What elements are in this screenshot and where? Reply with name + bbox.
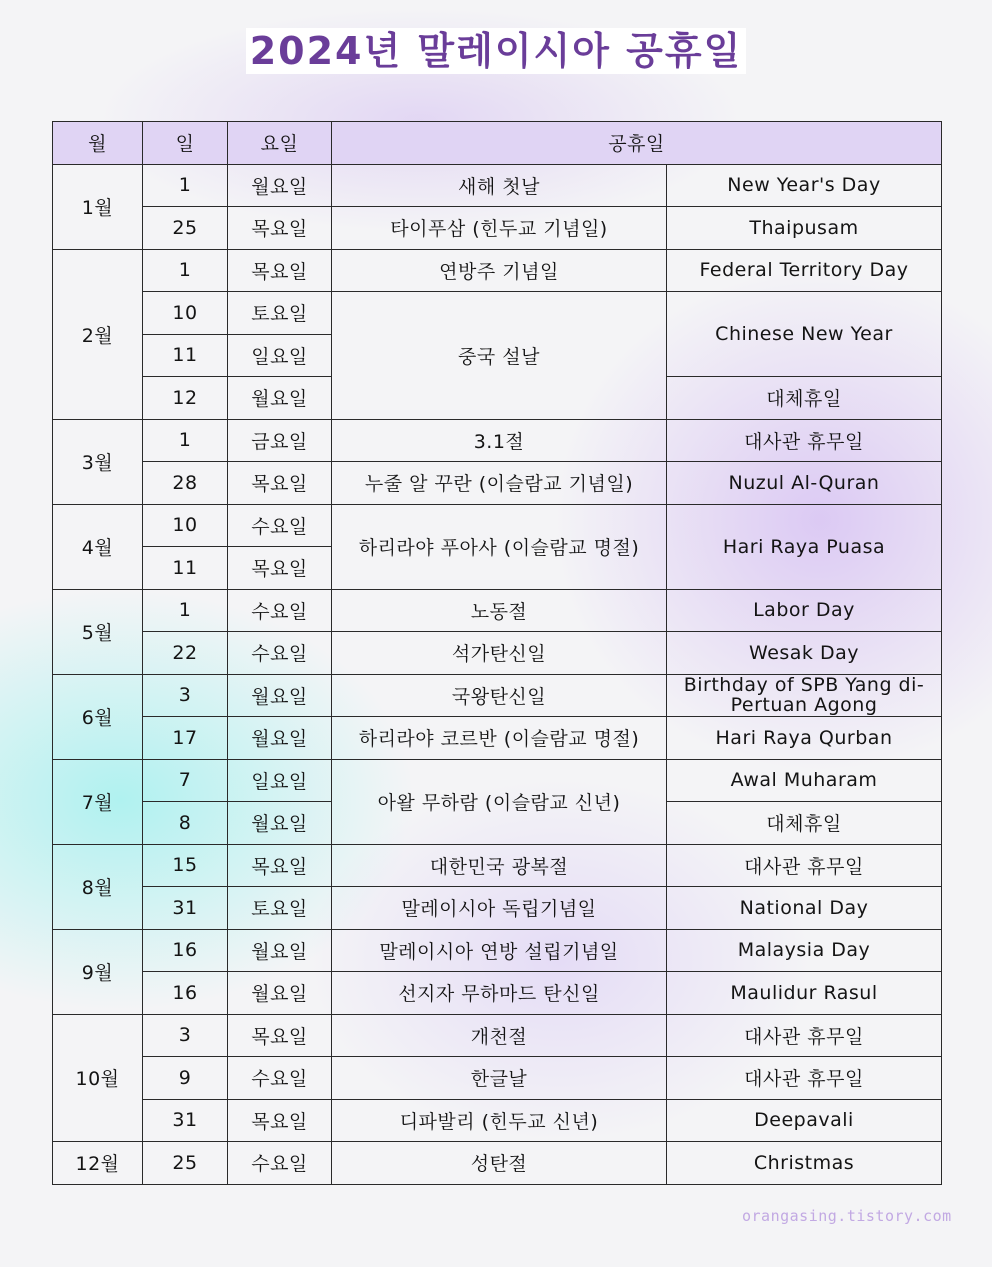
- holiday-en-cell: 대체휴일: [667, 802, 942, 845]
- month-cell: 10월: [53, 1014, 143, 1142]
- weekday-cell: 일요일: [228, 334, 332, 377]
- weekday-cell: 수요일: [228, 504, 332, 547]
- table-row: [53, 164, 942, 207]
- month-cell: 6월: [53, 674, 143, 759]
- day-cell: 16: [143, 929, 228, 972]
- weekday-cell: 월요일: [228, 929, 332, 972]
- weekday-cell: 목요일: [228, 249, 332, 292]
- weekday-cell: 목요일: [228, 462, 332, 505]
- day-cell: 12: [143, 377, 228, 420]
- holiday-en-cell: Nuzul Al-Quran: [667, 462, 942, 505]
- month-cell: 2월: [53, 249, 143, 419]
- table-row: [53, 717, 942, 760]
- weekday-cell: 일요일: [228, 759, 332, 802]
- holiday-ko-cell: 말레이시아 연방 설립기념일: [332, 929, 667, 972]
- weekday-cell: 목요일: [228, 1014, 332, 1057]
- holiday-ko-cell: 한글날: [332, 1057, 667, 1100]
- day-cell: 17: [143, 717, 228, 760]
- header-holiday: 공휴일: [332, 122, 942, 165]
- day-cell: 10: [143, 504, 228, 547]
- holiday-en-cell: Federal Territory Day: [667, 249, 942, 292]
- weekday-cell: 목요일: [228, 1099, 332, 1142]
- day-cell: 31: [143, 1099, 228, 1142]
- table-row: [53, 504, 942, 547]
- header-month: 월: [53, 122, 143, 165]
- holiday-ko-cell: 하리라야 코르반 (이슬람교 명절): [332, 717, 667, 760]
- day-cell: 15: [143, 844, 228, 887]
- holiday-en-cell: Hari Raya Qurban: [667, 717, 942, 760]
- holiday-ko-cell: 타이푸삼 (힌두교 기념일): [332, 207, 667, 250]
- table-row: [53, 1014, 942, 1057]
- table-row: [53, 1142, 942, 1185]
- day-cell: 25: [143, 207, 228, 250]
- day-cell: 10: [143, 292, 228, 335]
- holiday-table: [52, 121, 942, 1185]
- day-cell: 8: [143, 802, 228, 845]
- day-cell: 31: [143, 887, 228, 930]
- holiday-ko-cell: 노동절: [332, 589, 667, 632]
- holiday-ko-cell: 성탄절: [332, 1142, 667, 1185]
- holiday-en-cell: New Year's Day: [667, 164, 942, 207]
- day-cell: 3: [143, 674, 228, 717]
- day-cell: 1: [143, 589, 228, 632]
- holiday-ko-cell: 3.1절: [332, 419, 667, 462]
- table-row: [53, 207, 942, 250]
- holiday-en-cell: Hari Raya Puasa: [667, 504, 942, 589]
- weekday-cell: 수요일: [228, 1057, 332, 1100]
- holiday-ko-cell: 하리라야 푸아사 (이슬람교 명절): [332, 504, 667, 589]
- holiday-ko-cell: 석가탄신일: [332, 632, 667, 675]
- table-row: [53, 929, 942, 972]
- holiday-ko-cell: 대한민국 광복절: [332, 844, 667, 887]
- holiday-en-cell: 대사관 휴무일: [667, 1014, 942, 1057]
- watermark: orangasing.tistory.com: [742, 1207, 952, 1225]
- month-cell: 1월: [53, 164, 143, 249]
- weekday-cell: 월요일: [228, 164, 332, 207]
- holiday-ko-cell: 디파발리 (힌두교 신년): [332, 1099, 667, 1142]
- table-row: [53, 972, 942, 1015]
- day-cell: 1: [143, 164, 228, 207]
- header-day: 일: [143, 122, 228, 165]
- holiday-ko-cell: 말레이시아 독립기념일: [332, 887, 667, 930]
- month-cell: 8월: [53, 844, 143, 929]
- day-cell: 22: [143, 632, 228, 675]
- weekday-cell: 월요일: [228, 717, 332, 760]
- day-cell: 7: [143, 759, 228, 802]
- table-row: [53, 419, 942, 462]
- holiday-ko-cell: 새해 첫날: [332, 164, 667, 207]
- holiday-ko-cell: 중국 설날: [332, 292, 667, 420]
- weekday-cell: 월요일: [228, 972, 332, 1015]
- table-row: [53, 589, 942, 632]
- weekday-cell: 토요일: [228, 292, 332, 335]
- weekday-cell: 월요일: [228, 377, 332, 420]
- month-cell: 5월: [53, 589, 143, 674]
- holiday-en-cell: Labor Day: [667, 589, 942, 632]
- day-cell: 16: [143, 972, 228, 1015]
- holiday-ko-cell: 연방주 기념일: [332, 249, 667, 292]
- weekday-cell: 목요일: [228, 844, 332, 887]
- holiday-en-cell: Chinese New Year: [667, 292, 942, 377]
- month-cell: 3월: [53, 419, 143, 504]
- page-title: 2024년 말레이시아 공휴일: [246, 28, 747, 74]
- table-row: [53, 759, 942, 802]
- weekday-cell: 토요일: [228, 887, 332, 930]
- weekday-cell: 수요일: [228, 632, 332, 675]
- holiday-en-cell: Awal Muharam: [667, 759, 942, 802]
- holiday-en-cell: Wesak Day: [667, 632, 942, 675]
- holiday-en-cell: Malaysia Day: [667, 929, 942, 972]
- holiday-ko-cell: 국왕탄신일: [332, 674, 667, 717]
- day-cell: 1: [143, 419, 228, 462]
- weekday-cell: 목요일: [228, 207, 332, 250]
- holiday-en-cell: National Day: [667, 887, 942, 930]
- holiday-en-cell: Thaipusam: [667, 207, 942, 250]
- month-cell: 12월: [53, 1142, 143, 1185]
- table-row: [53, 292, 942, 335]
- holiday-en-cell: Birthday of SPB Yang di-Pertuan Agong: [667, 674, 942, 717]
- holiday-en-cell: 대체휴일: [667, 377, 942, 420]
- day-cell: 1: [143, 249, 228, 292]
- day-cell: 3: [143, 1014, 228, 1057]
- table-row: [53, 462, 942, 505]
- weekday-cell: 금요일: [228, 419, 332, 462]
- table-row: [53, 1099, 942, 1142]
- holiday-en-cell: Deepavali: [667, 1099, 942, 1142]
- table-row: [53, 887, 942, 930]
- day-cell: 25: [143, 1142, 228, 1185]
- table-row: [53, 674, 942, 717]
- table-row: [53, 844, 942, 887]
- month-cell: 4월: [53, 504, 143, 589]
- weekday-cell: 수요일: [228, 589, 332, 632]
- table-header-row: [53, 122, 942, 165]
- holiday-en-cell: 대사관 휴무일: [667, 419, 942, 462]
- weekday-cell: 월요일: [228, 802, 332, 845]
- holiday-en-cell: Maulidur Rasul: [667, 972, 942, 1015]
- day-cell: 11: [143, 547, 228, 590]
- table-row: [53, 1057, 942, 1100]
- month-cell: 9월: [53, 929, 143, 1014]
- holiday-en-cell: 대사관 휴무일: [667, 1057, 942, 1100]
- day-cell: 28: [143, 462, 228, 505]
- holiday-ko-cell: 선지자 무하마드 탄신일: [332, 972, 667, 1015]
- month-cell: 7월: [53, 759, 143, 844]
- holiday-en-cell: 대사관 휴무일: [667, 844, 942, 887]
- day-cell: 9: [143, 1057, 228, 1100]
- weekday-cell: 수요일: [228, 1142, 332, 1185]
- holiday-ko-cell: 누줄 알 꾸란 (이슬람교 기념일): [332, 462, 667, 505]
- weekday-cell: 월요일: [228, 674, 332, 717]
- weekday-cell: 목요일: [228, 547, 332, 590]
- holiday-ko-cell: 개천절: [332, 1014, 667, 1057]
- day-cell: 11: [143, 334, 228, 377]
- header-weekday: 요일: [228, 122, 332, 165]
- table-row: [53, 249, 942, 292]
- holiday-ko-cell: 아왈 무하람 (이슬람교 신년): [332, 759, 667, 844]
- table-row: [53, 632, 942, 675]
- holiday-en-cell: Christmas: [667, 1142, 942, 1185]
